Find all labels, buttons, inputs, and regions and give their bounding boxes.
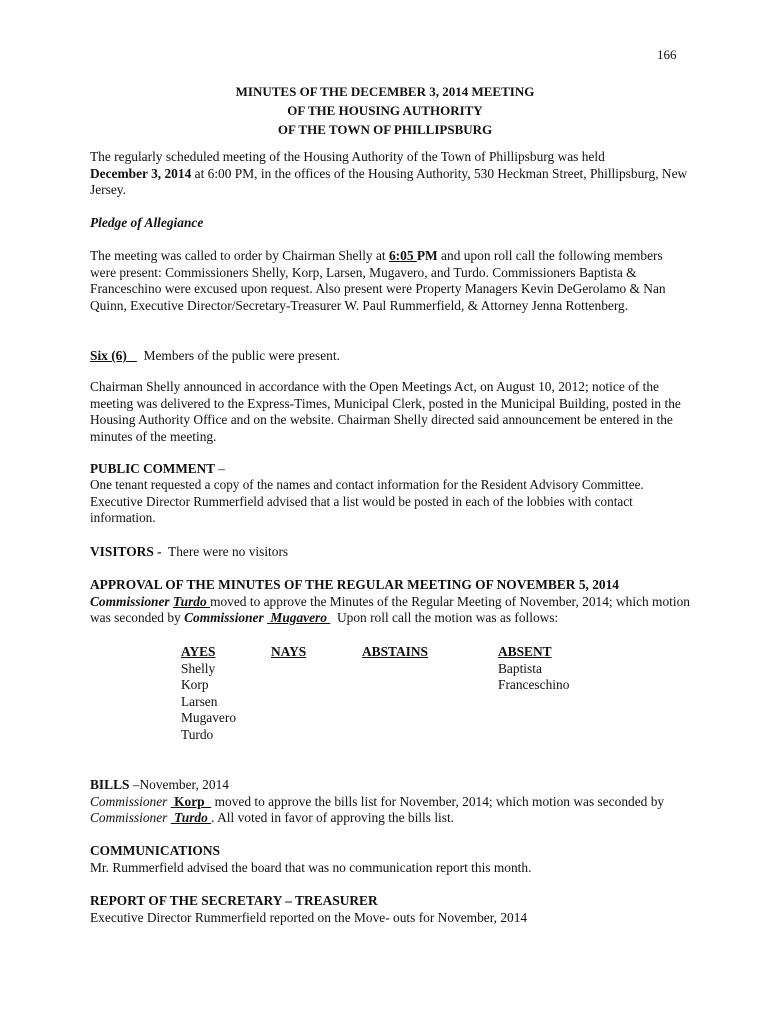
secretary-report-section — [90, 893, 690, 926]
approval-mover: Turdo — [172, 593, 211, 609]
roll-call-paragraph — [90, 248, 690, 314]
open-meetings-paragraph: Chairman Shelly announced in accordance with the Open Meetings Act, on August 10, 2012; notice of the meeting was delivered to the Express-Times, Municipal Clerk, posted in the Municipal Building, posted in the Housing Authority Office and on the website. Chairman Shelly directed said announcement be entered in the minutes of the meeting. — [90, 379, 681, 444]
bills-text-1: moved to approve the bills list for November, 2014; which motion was seconded by — [211, 793, 665, 809]
bills-seconder: Turdo — [170, 810, 212, 826]
public-comment-text: One tenant requested a copy of the names and contact information for the Resident Advisory Committee. Executive Director Rummerfield advised that a list would be posted in each of the lobbies with contact information. — [90, 477, 644, 526]
document-title — [0, 82, 770, 139]
bills-heading-rest: –November, 2014 — [129, 777, 229, 792]
title-line-3: OF THE TOWN OF PHILLIPSBURG — [277, 122, 493, 137]
approval-section — [90, 577, 690, 627]
approval-text-2: Upon roll call the motion was as follows: — [330, 610, 559, 626]
aye-member: Turdo — [181, 726, 214, 742]
public-present-text: Members of the public were present. — [136, 348, 340, 363]
bills-heading: BILLS — [90, 777, 130, 792]
aye-member: Mugavero — [181, 710, 237, 726]
visitors-heading: VISITORS - — [90, 544, 162, 559]
secretary-report-heading: REPORT OF THE SECRETARY – TREASURER — [90, 893, 378, 908]
call-to-order-pm: PM — [416, 248, 438, 263]
nays-column — [271, 644, 306, 661]
public-comment-dash: – — [214, 461, 225, 476]
approval-heading: APPROVAL OF THE MINUTES OF THE REGULAR MEETING OF NOVEMBER 5, 2014 — [90, 577, 619, 592]
abstains-column — [362, 644, 428, 661]
bills-mover: Korp — [170, 793, 212, 809]
intro-paragraph — [90, 149, 690, 199]
aye-member: Shelly — [181, 660, 216, 676]
aye-member: Larsen — [181, 693, 218, 709]
ayes-column — [181, 644, 236, 744]
title-line-1: MINUTES OF THE DECEMBER 3, 2014 MEETING — [235, 84, 535, 99]
page-number: 166 — [657, 47, 677, 62]
absent-member: Franceschino — [498, 677, 570, 693]
title-line-2: OF THE HOUSING AUTHORITY — [287, 103, 483, 118]
absent-header: ABSENT — [498, 644, 552, 659]
approval-commissioner-label-1: Commissioner — [90, 593, 173, 609]
meeting-date: December 3, 2014 — [90, 165, 192, 181]
call-to-order-time: 6:05 — [388, 248, 417, 263]
visitors-paragraph — [90, 544, 690, 561]
approval-commissioner-label-2: Commissioner — [184, 610, 268, 626]
bills-commissioner-label-2: Commissioner — [90, 810, 171, 826]
public-count: Six (6) — [90, 348, 137, 363]
nays-header: NAYS — [271, 644, 307, 659]
visitors-text: There were no visitors — [161, 544, 289, 559]
communications-text: Mr. Rummerfield advised the board that was no communication report this month. — [90, 859, 532, 875]
intro-text-1: The regularly scheduled meeting of the Housing Authority of the Town of Phillipsburg was held — [90, 149, 605, 164]
intro-text-2: at 6:00 PM, in the offices of the Housing Authority, 530 Heckman Street, Phillipsburg, New Jersey. — [90, 165, 688, 198]
bills-commissioner-label-1: Commissioner — [90, 793, 171, 809]
communications-heading: COMMUNICATIONS — [90, 843, 220, 858]
public-comment-section — [90, 461, 690, 527]
aye-member: Korp — [181, 677, 209, 693]
roll-call-text-2: and upon roll call the following members were present: Commissioners Shelly, Korp, Larsen, Mugavero, and Turdo. Commissioners Baptista & Franceschino were excused upon request. Also present were Property Managers Kevin DeGerolamo & Nan Quinn, Executive Director/Secretary-Treasurer W. Paul Rummerfield, & Attorney Jenna Rottenberg. — [90, 248, 666, 313]
communications-section — [90, 843, 690, 876]
abstains-header: ABSTAINS — [362, 644, 428, 659]
pledge-heading: Pledge of Allegiance — [90, 215, 204, 230]
absent-member: Baptista — [498, 660, 542, 676]
secretary-report-text: Executive Director Rummerfield reported on the Move- outs for November, 2014 — [90, 909, 528, 925]
public-comment-heading: PUBLIC COMMENT — [90, 461, 215, 476]
approval-text-1: moved to approve the Minutes of the Regular Meeting of November, 2014; which motion was seconded by — [90, 593, 690, 626]
absent-column — [498, 644, 569, 694]
ayes-header: AYES — [181, 644, 216, 659]
public-present-paragraph — [90, 348, 690, 365]
bills-section — [90, 777, 690, 827]
approval-seconder: Mugavero — [267, 610, 331, 626]
bills-text-2: . All voted in favor of approving the bills list. — [211, 810, 455, 826]
roll-call-text-1: The meeting was called to order by Chairman Shelly at — [90, 248, 389, 263]
